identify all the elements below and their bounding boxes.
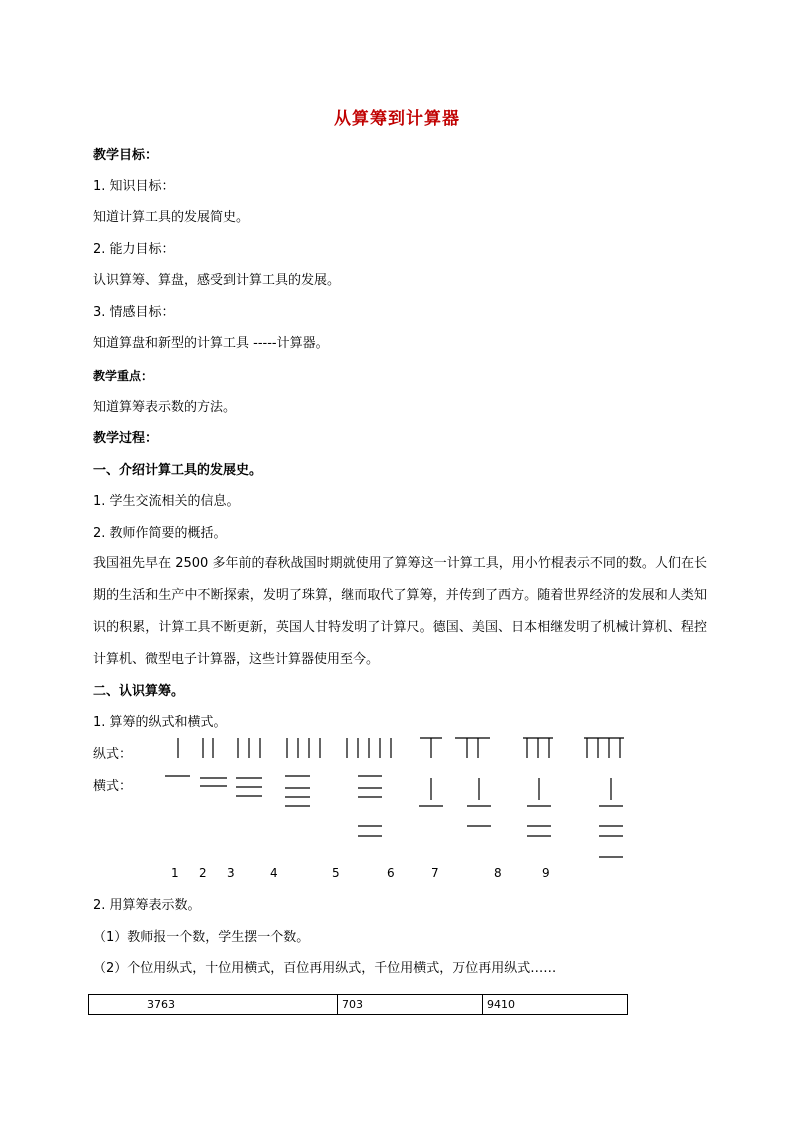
table-cell: 9410 bbox=[483, 995, 628, 1015]
goal-3-label: 3. 情感目标： bbox=[93, 305, 175, 320]
digit-label: 6 bbox=[387, 866, 395, 880]
digit-label: 1 bbox=[171, 866, 179, 880]
goal-2-label: 2. 能力目标： bbox=[93, 242, 175, 257]
part-2-sub-1: （1）教师报一个数，学生摆一个数。 bbox=[93, 930, 310, 945]
goal-1-text: 知道计算工具的发展简史。 bbox=[93, 210, 250, 225]
digit-label: 4 bbox=[270, 866, 278, 880]
history-paragraph: 我国祖先早在 2500 多年前的春秋战国时期就使用了算筹这一计算工具，用小竹棍表示不同的数。人们在长期的生活和生产中不断探索，发明了珠算，继而取代了算筹，并传到了西方。随着世界经济的发展和人类知识的积累，计算工具不断更新，英国人甘特发明了计算尺。德国、美国、日本相继发明了机械计算机、程控计算机、微型电子计算器，这些计算器使用至今。 bbox=[93, 556, 707, 667]
horizontal-rods bbox=[165, 776, 623, 857]
table-cell: 703 bbox=[338, 995, 483, 1015]
page-title: 从算筹到计算器 bbox=[334, 109, 460, 129]
part-2-item-2: 2. 用算筹表示数。 bbox=[93, 898, 201, 913]
key-text: 知道算筹表示数的方法。 bbox=[93, 400, 237, 415]
digit-label: 7 bbox=[431, 866, 439, 880]
digit-label: 9 bbox=[542, 866, 550, 880]
vertical-form-label: 纵式： bbox=[93, 747, 133, 762]
table-row bbox=[89, 995, 628, 1015]
digit-label: 8 bbox=[494, 866, 502, 880]
horizontal-form-label: 横式： bbox=[93, 779, 133, 794]
part-1-item-2: 2. 教师作简要的概括。 bbox=[93, 526, 227, 541]
part-2-heading: 二、认识算筹。 bbox=[93, 684, 185, 699]
digit-label: 5 bbox=[332, 866, 340, 880]
number-table bbox=[88, 994, 628, 1015]
goal-2-text: 认识算筹、算盘，感受到计算工具的发展。 bbox=[93, 273, 341, 288]
digit-label: 2 bbox=[199, 866, 207, 880]
part-1-heading: 一、介绍计算工具的发展史。 bbox=[93, 463, 263, 478]
process-heading: 教学过程： bbox=[93, 431, 159, 446]
digit-label: 3 bbox=[227, 866, 235, 880]
part-1-item-1: 1. 学生交流相关的信息。 bbox=[93, 494, 240, 509]
key-heading: 教学重点： bbox=[93, 369, 154, 383]
goals-heading: 教学目标： bbox=[93, 148, 159, 163]
part-2-item-1: 1. 算筹的纵式和横式。 bbox=[93, 715, 227, 730]
table-cell: 3763 bbox=[89, 995, 338, 1015]
part-2-sub-2: （2）个位用纵式，十位用横式，百位再用纵式，千位用横式，万位再用纵式…… bbox=[93, 961, 557, 976]
goal-3-text: 知道算盘和新型的计算工具 -----计算器。 bbox=[93, 336, 329, 351]
counting-rods-figure bbox=[0, 730, 794, 865]
goal-1-label: 1. 知识目标： bbox=[93, 179, 175, 194]
vertical-rods bbox=[178, 738, 624, 758]
